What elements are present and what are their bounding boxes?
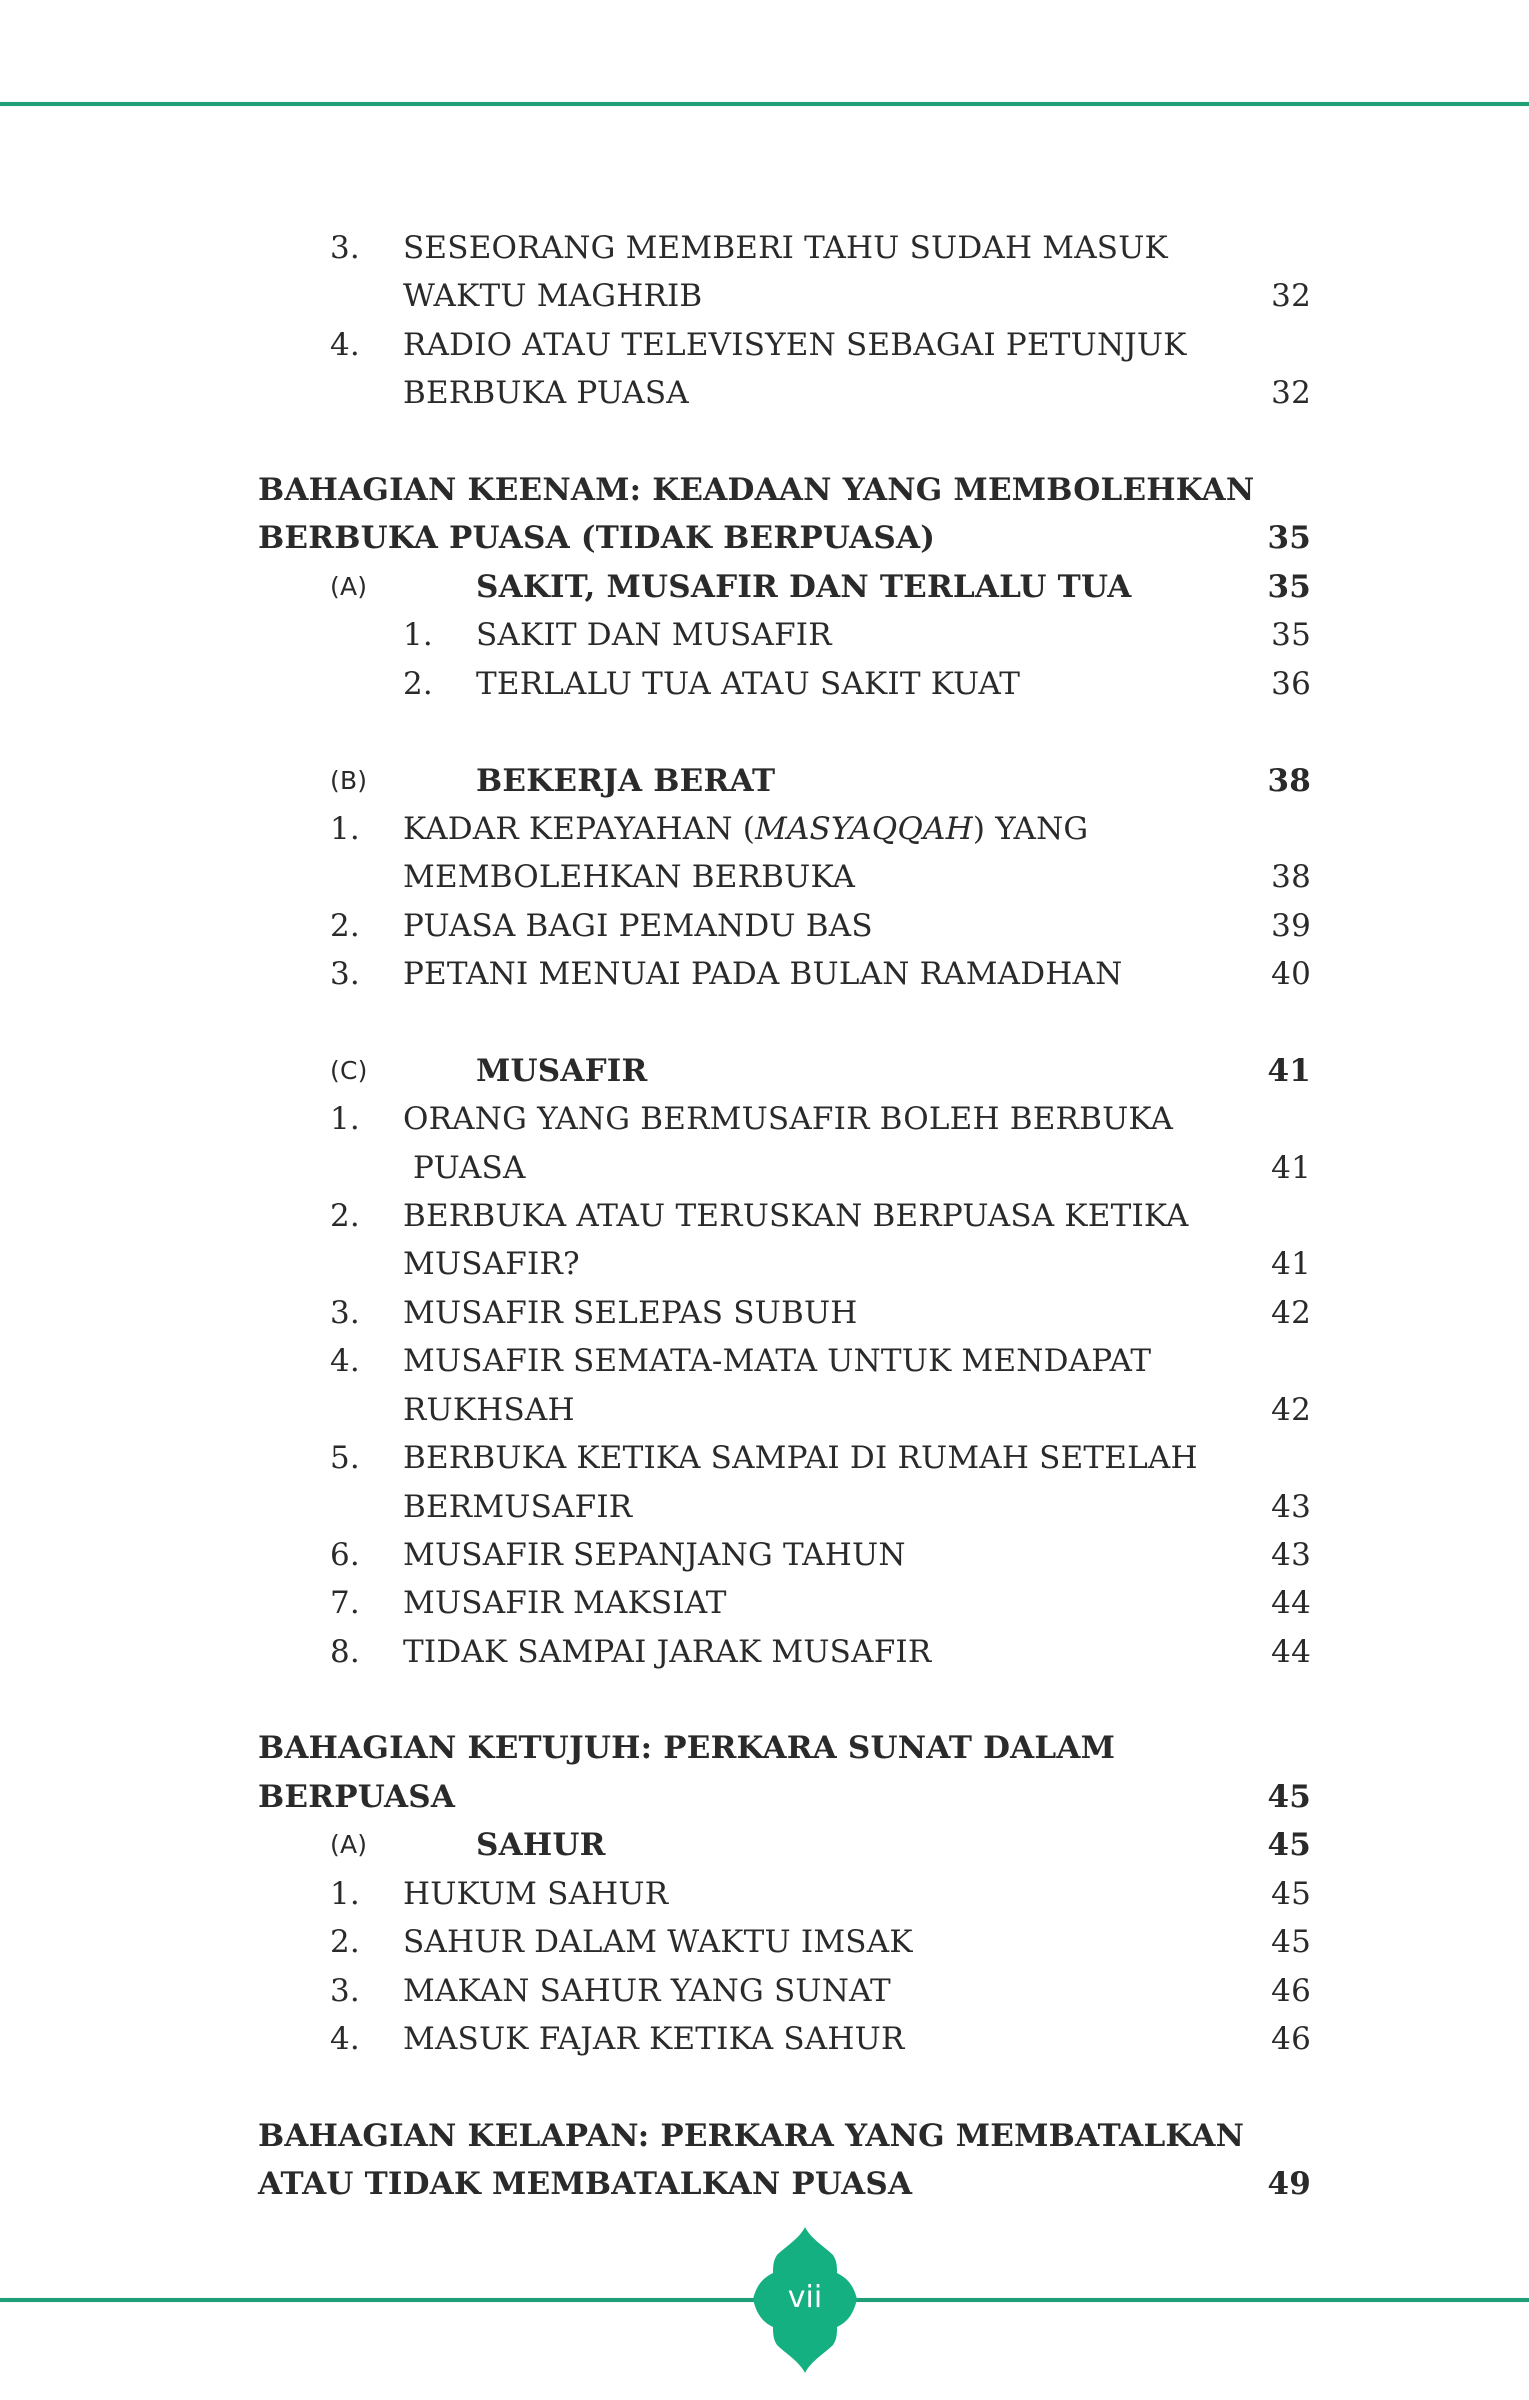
part-title: BAHAGIAN KETUJUH: PERKARA SUNAT DALAM xyxy=(258,1730,1116,1766)
entry-page: 46 xyxy=(1271,1973,1311,2009)
entry-title: MUSAFIR SEMATA-MATA UNTUK MENDAPAT xyxy=(403,1343,1152,1379)
section-letter: (B) xyxy=(330,766,368,795)
entry-page: 42 xyxy=(1271,1392,1311,1428)
entry-number: 2. xyxy=(330,908,360,944)
section-letter: (A) xyxy=(330,572,368,601)
entry-title: BERBUKA ATAU TERUSKAN BERPUASA KETIKA xyxy=(403,1198,1189,1234)
toc-entry[interactable] xyxy=(0,1192,1529,1240)
section-page: 45 xyxy=(1267,1827,1311,1863)
entry-page: 41 xyxy=(1271,1246,1311,1282)
toc-entry[interactable] xyxy=(0,902,1529,950)
entry-title: MUSAFIR MAKSIAT xyxy=(403,1585,727,1621)
entry-title: SAHUR DALAM WAKTU IMSAK xyxy=(403,1924,913,1960)
toc-section-heading[interactable] xyxy=(0,757,1529,805)
entry-title: PUASA xyxy=(403,1150,526,1186)
entry-title: MUSAFIR SEPANJANG TAHUN xyxy=(403,1537,906,1573)
section-page: 41 xyxy=(1267,1053,1311,1089)
entry-page: 46 xyxy=(1271,2021,1311,2057)
toc-part-heading[interactable] xyxy=(0,466,1529,514)
entry-title: PETANI MENUAI PADA BULAN RAMADHAN xyxy=(403,956,1123,992)
toc-entry[interactable] xyxy=(0,950,1529,998)
entry-title: MASUK FAJAR KETIKA SAHUR xyxy=(403,2021,905,2057)
section-page: 38 xyxy=(1267,763,1311,799)
entry-number: 1. xyxy=(330,1101,360,1137)
entry-title-part: ) YANG xyxy=(972,811,1089,847)
section-page: 35 xyxy=(1267,569,1311,605)
entry-page: 42 xyxy=(1271,1295,1311,1331)
toc-entry-continuation[interactable] xyxy=(0,1386,1529,1434)
entry-number: 6. xyxy=(330,1537,360,1573)
toc-entry[interactable] xyxy=(0,805,1529,853)
entry-title: MUSAFIR SELEPAS SUBUH xyxy=(403,1295,858,1331)
toc-section-heading[interactable] xyxy=(0,563,1529,611)
entry-page: 32 xyxy=(1271,278,1311,314)
entry-page: 40 xyxy=(1271,956,1311,992)
entry-title: SESEORANG MEMBERI TAHU SUDAH MASUK xyxy=(403,230,1168,266)
entry-title: TIDAK SAMPAI JARAK MUSAFIR xyxy=(403,1634,932,1670)
entry-page: 45 xyxy=(1271,1924,1311,1960)
toc-entry-continuation[interactable] xyxy=(0,853,1529,901)
entry-title xyxy=(403,805,1088,853)
entry-number: 4. xyxy=(330,327,360,363)
toc-entry[interactable] xyxy=(0,1289,1529,1337)
toc-part-heading[interactable] xyxy=(0,1724,1529,1772)
toc-entry-continuation[interactable] xyxy=(0,272,1529,320)
entry-page: 44 xyxy=(1271,1634,1311,1670)
toc-entry[interactable] xyxy=(0,1967,1529,2015)
toc-section-heading[interactable] xyxy=(0,1821,1529,1869)
page-number: vii xyxy=(787,2280,823,2315)
section-title: SAKIT, MUSAFIR DAN TERLALU TUA xyxy=(476,569,1132,605)
toc-entry[interactable] xyxy=(0,1628,1529,1676)
entry-title: BERBUKA KETIKA SAMPAI DI RUMAH SETELAH xyxy=(403,1440,1198,1476)
entry-number: 3. xyxy=(330,956,360,992)
section-letter: (C) xyxy=(330,1056,368,1085)
toc-entry-continuation[interactable] xyxy=(0,1240,1529,1288)
entry-number: 1. xyxy=(330,1876,360,1912)
section-letter: (A) xyxy=(330,1830,368,1859)
entry-title: BERBUKA PUASA xyxy=(403,375,689,411)
toc-entry[interactable] xyxy=(0,1095,1529,1143)
entry-number: 2. xyxy=(330,1198,360,1234)
section-title: BEKERJA BERAT xyxy=(476,763,776,799)
entry-page: 36 xyxy=(1271,666,1311,702)
entry-title-italic-term: MASYAQQAH xyxy=(755,811,973,847)
toc-entry[interactable] xyxy=(0,1531,1529,1579)
entry-number: 1. xyxy=(330,811,360,847)
entry-page: 39 xyxy=(1271,908,1311,944)
entry-title: TERLALU TUA ATAU SAKIT KUAT xyxy=(476,666,1021,702)
entry-number: 3. xyxy=(330,230,360,266)
toc-entry[interactable] xyxy=(0,2015,1529,2063)
toc-entry-continuation[interactable] xyxy=(0,1144,1529,1192)
toc-entry[interactable] xyxy=(0,660,1529,708)
entry-title: RADIO ATAU TELEVISYEN SEBAGAI PETUNJUK xyxy=(403,327,1187,363)
entry-title: PUASA BAGI PEMANDU BAS xyxy=(403,908,873,944)
toc-entry[interactable] xyxy=(0,1434,1529,1482)
toc-entry[interactable] xyxy=(0,321,1529,369)
entry-title: WAKTU MAGHRIB xyxy=(403,278,703,314)
entry-number: 3. xyxy=(330,1973,360,2009)
toc-part-heading-continuation[interactable] xyxy=(0,1773,1529,1821)
entry-title: ORANG YANG BERMUSAFIR BOLEH BERBUKA xyxy=(403,1101,1174,1137)
section-title: SAHUR xyxy=(476,1827,606,1863)
entry-number: 1. xyxy=(403,617,433,653)
toc-entry[interactable] xyxy=(0,224,1529,272)
entry-number: 4. xyxy=(330,2021,360,2057)
part-title: BERBUKA PUASA (TIDAK BERPUASA) xyxy=(258,520,936,556)
toc-entry-continuation[interactable] xyxy=(0,1483,1529,1531)
entry-number: 5. xyxy=(330,1440,360,1476)
entry-page: 41 xyxy=(1271,1150,1311,1186)
entry-title: MEMBOLEHKAN BERBUKA xyxy=(403,859,856,895)
toc-entry-continuation[interactable] xyxy=(0,369,1529,417)
part-title: ATAU TIDAK MEMBATALKAN PUASA xyxy=(258,2166,913,2202)
part-title: BAHAGIAN KEENAM: KEADAAN YANG MEMBOLEHKAN xyxy=(258,472,1255,508)
entry-number: 7. xyxy=(330,1585,360,1621)
top-rule xyxy=(0,102,1529,106)
entry-number: 2. xyxy=(330,1924,360,1960)
entry-page: 35 xyxy=(1271,617,1311,653)
entry-title: RUKHSAH xyxy=(403,1392,575,1428)
entry-page: 38 xyxy=(1271,859,1311,895)
entry-page: 32 xyxy=(1271,375,1311,411)
section-title: MUSAFIR xyxy=(476,1053,648,1089)
entry-title: BERMUSAFIR xyxy=(403,1489,633,1525)
toc-part-heading[interactable] xyxy=(0,2112,1529,2160)
part-title: BERPUASA xyxy=(258,1779,456,1815)
part-page: 35 xyxy=(1267,520,1311,556)
toc-entry[interactable] xyxy=(0,1870,1529,1918)
entry-title: SAKIT DAN MUSAFIR xyxy=(476,617,832,653)
toc-entry[interactable] xyxy=(0,1918,1529,1966)
part-page: 45 xyxy=(1267,1779,1311,1815)
entry-page: 43 xyxy=(1271,1489,1311,1525)
entry-title: HUKUM SAHUR xyxy=(403,1876,669,1912)
entry-page: 45 xyxy=(1271,1876,1311,1912)
part-page: 49 xyxy=(1267,2166,1311,2202)
toc-part-heading-continuation[interactable] xyxy=(0,2160,1529,2208)
entry-page: 43 xyxy=(1271,1537,1311,1573)
entry-number: 2. xyxy=(403,666,433,702)
entry-title: MUSAFIR? xyxy=(403,1246,580,1282)
entry-page: 44 xyxy=(1271,1585,1311,1621)
toc-entry[interactable] xyxy=(0,1579,1529,1627)
entry-title-part: KADAR KEPAYAHAN ( xyxy=(403,811,755,847)
entry-title: MAKAN SAHUR YANG SUNAT xyxy=(403,1973,891,2009)
toc-part-heading-continuation[interactable] xyxy=(0,514,1529,562)
entry-number: 4. xyxy=(330,1343,360,1379)
entry-number: 3. xyxy=(330,1295,360,1331)
entry-number: 8. xyxy=(330,1634,360,1670)
toc-section-heading[interactable] xyxy=(0,1047,1529,1095)
part-title: BAHAGIAN KELAPAN: PERKARA YANG MEMBATALKAN xyxy=(258,2118,1245,2154)
toc-entry[interactable] xyxy=(0,1337,1529,1385)
toc-entry[interactable] xyxy=(0,611,1529,659)
